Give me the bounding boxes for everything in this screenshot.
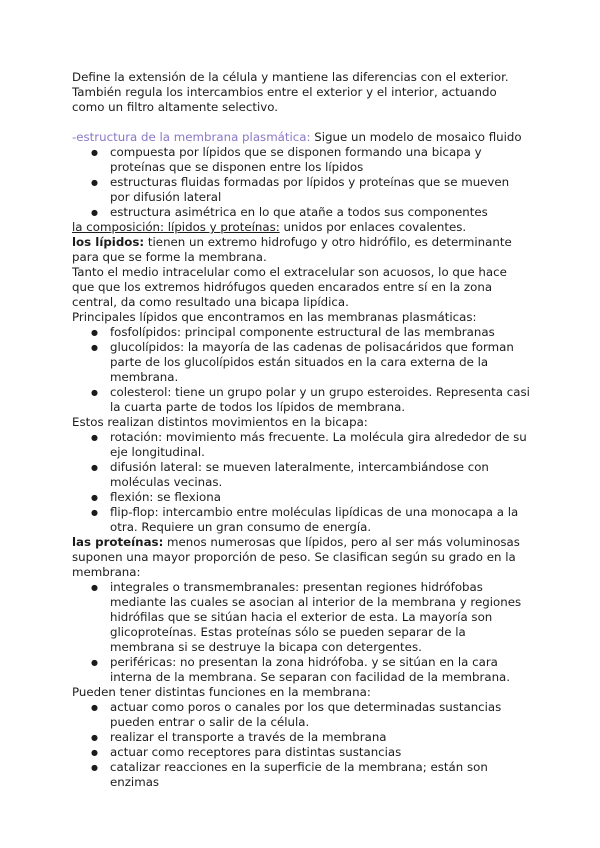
estructura-heading: -estructura de la membrana plasmática: — [72, 130, 311, 144]
estructura-list — [72, 145, 532, 220]
list-item: ● periféricas: no presentan la zona hidrófoba. y se sitúan en la cara interna de la membrana. Se separan con facilidad de la membrana. — [72, 655, 532, 685]
list-item: ● realizar el transporte a través de la membrana — [72, 730, 532, 745]
lipidos-rest: tienen un extremo hidrofugo y otro hidrófilo, es determinante para que se forme la membrana. — [72, 235, 512, 264]
list-item: ● difusión lateral: se mueven lateralmente, intercambiándose con moléculas vecinas. — [72, 460, 532, 490]
composicion-line — [72, 220, 532, 235]
list-item: ● catalizar reacciones en la superficie de la membrana; están son enzimas — [72, 760, 532, 790]
estructura-rest: Sigue un modelo de mosaico fluido — [310, 130, 522, 144]
lipidos-paragraph-2: Tanto el medio intracelular como el extracelular son acuosos, lo que hace que que los extremos hidrófugos queden encarados entre sí en la zona central, da como resultado una bicapa lipídica. — [72, 265, 507, 309]
list-item: ● compuesta por lípidos que se disponen formando una bicapa y proteínas que se disponen entre los lípidos — [72, 145, 532, 175]
list-item: ● integrales o transmembranales: presentan regiones hidrófobas mediante las cuales se asocian al interior de la membrana y regiones hidrófilas que se sitúan hacia el exterior de esta. La mayoría son glicoproteínas. Estas proteínas sólo se pueden separar de la membrana si se destruye la bicapa con detergentes. — [72, 580, 532, 655]
list-item: ● flip-flop: intercambio entre moléculas lipídicas de una monocapa a la otra. Requiere un gran consumo de energía. — [72, 505, 532, 535]
list-item: ● actuar como receptores para distintas sustancias — [72, 745, 532, 760]
lipidos-heading: los lípidos: — [72, 235, 145, 249]
proteinas-paragraph — [72, 535, 532, 580]
list-item: ● estructura asimétrica en lo que atañe a todos sus componentes — [72, 205, 532, 220]
proteinas-paragraph-2: Pueden tener distintas funciones en la membrana: — [72, 685, 371, 699]
document-body — [72, 70, 532, 790]
list-item: ● rotación: movimiento más frecuente. La molécula gira alrededor de su eje longitudinal. — [72, 430, 532, 460]
lipidos-paragraph — [72, 235, 532, 265]
proteinas-rest: menos numerosas que lípidos, pero al ser más voluminosas suponen una mayor proporción de peso. Se clasifican según su grado en la membrana: — [72, 535, 520, 579]
lipidos-tipos-list — [72, 325, 532, 415]
list-item: ● colesterol: tiene un grupo polar y un grupo esteroides. Representa casi la cuarta parte de todos los lípidos de membrana. — [72, 385, 532, 415]
lipidos-paragraph-3: Principales lípidos que encontramos en las membranas plasmáticas: — [72, 310, 477, 324]
proteinas-heading: las proteínas: — [72, 535, 164, 549]
composicion-rest: unidos por enlaces covalentes. — [279, 220, 467, 234]
funciones-list — [72, 700, 532, 790]
movimientos-list — [72, 430, 532, 535]
intro-paragraph: Define la extensión de la célula y mantiene las diferencias con el exterior. También regula los intercambios entre el exterior y el interior, actuando como un filtro altamente selectivo. — [72, 70, 509, 114]
list-item: ● estructuras fluidas formadas por lípidos y proteínas que se mueven por difusión lateral — [72, 175, 532, 205]
list-item: ● fosfolípidos: principal componente estructural de las membranas — [72, 325, 532, 340]
list-item: ● flexión: se flexiona — [72, 490, 532, 505]
list-item: ● glucolípidos: la mayoría de las cadenas de polisacáridos que forman parte de los glucolípidos están situados en la cara externa de la membrana. — [72, 340, 532, 385]
composicion-heading: la composición: lípidos y proteínas: — [72, 220, 280, 234]
proteinas-tipos-list — [72, 580, 532, 685]
list-item: ● actuar como poros o canales por los que determinadas sustancias pueden entrar o salir de la célula. — [72, 700, 532, 730]
estructura-line — [72, 130, 532, 145]
lipidos-paragraph-4: Estos realizan distintos movimientos en la bicapa: — [72, 415, 368, 429]
